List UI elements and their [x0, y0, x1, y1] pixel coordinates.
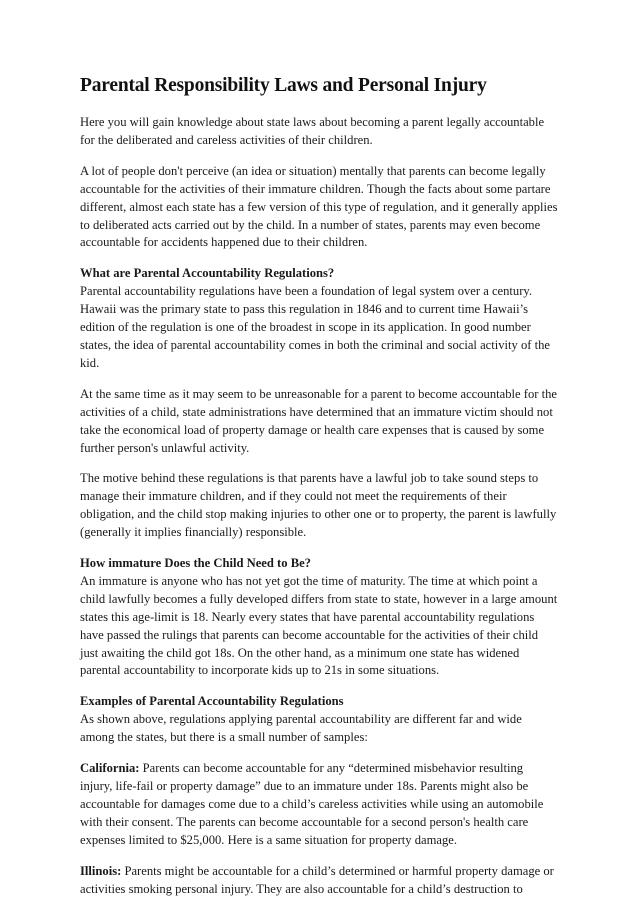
page-title: Parental Responsibility Laws and Personal Injury — [80, 75, 487, 96]
section-1-paragraph-3: The motive behind these regulations is that parents have a lawful job to take sound steps to manage their immature children, and if they could not meet the requirements of their obligation, and the child stop making injuries to other one or to property, the parent is lawfully (generally it implies financially) responsible. — [80, 471, 557, 540]
california-label: California: — [80, 761, 140, 776]
section-heading-child-age: How immature Does the Child Need to Be? — [80, 556, 311, 571]
section-heading-accountability-regulations: What are Parental Accountability Regulations? — [80, 266, 335, 281]
section-3-paragraph-1: As shown above, regulations applying parental accountability are different far and wide among the states, but there is a small number of samples: — [80, 712, 522, 745]
california-text: Parents can become accountable for any “determined misbehavior resulting injury, life-fail or property damage” due to an immature under 18s. Parents might also be accountable for damages come due to a child’s careless activities while using an automobile with their consent. The parents can become accountable for a second person's health care expenses limited to $25,000. Here is a same situation for property damage. — [80, 761, 544, 847]
section-1-paragraph-1: Parental accountability regulations have been a foundation of legal system over a century. Hawaii was the primary state to pass this regulation in 1846 and to current time Hawaii’s edition of the regulation is one of the broadest in scope in its application. In good number states, the idea of parental accountability comes in both the criminal and social activity of the kid. — [80, 284, 551, 370]
intro-paragraph-1: Here you will gain knowledge about state laws about becoming a parent legally accountable for the deliberated and careless activities of their children. — [80, 115, 545, 147]
illinois-example — [80, 863, 558, 899]
illinois-label: Illinois: — [80, 863, 122, 878]
section-1-paragraph-2: At the same time as it may seem to be unreasonable for a parent to become accountable for the activities of a child, state administrations have determined that an immature victim should not take the economical load of property damage or health care expenses that is caused by some further person's unlawful activity. — [80, 386, 557, 455]
intro-paragraph-2: A lot of people don't perceive (an idea or situation) mentally that parents can become legally accountable for the activities of their immature children. Though the facts about some partare different, almost each state has a few version of this type of regulation, and it generally applies to deliberated acts carried out by the child. In a number of states, parents may even become accountable for accidents happened due to their children. — [80, 163, 558, 250]
california-example — [80, 760, 558, 850]
section-2-paragraph-1: An immature is anyone who has not yet got the time of maturity. The time at which point a child lawfully becomes a fully developed differs from state to state, however in a large amount states this age-limit is 18. Nearly every states that have parental accountability regulations have passed the rulings that parents can become accountable for the activities of their child just awaiting the child got 18s. On the other hand, as a minimum one state has widened parental accountability to incorporate kids up to 21s in some situations. — [80, 573, 558, 678]
illinois-text: Parents might be accountable for a child’s determined or harmful property damage or activities smoking personal injury. They are also accountable for a child’s destruction to — [80, 863, 554, 896]
section-heading-examples: Examples of Parental Accountability Regulations — [80, 694, 344, 709]
